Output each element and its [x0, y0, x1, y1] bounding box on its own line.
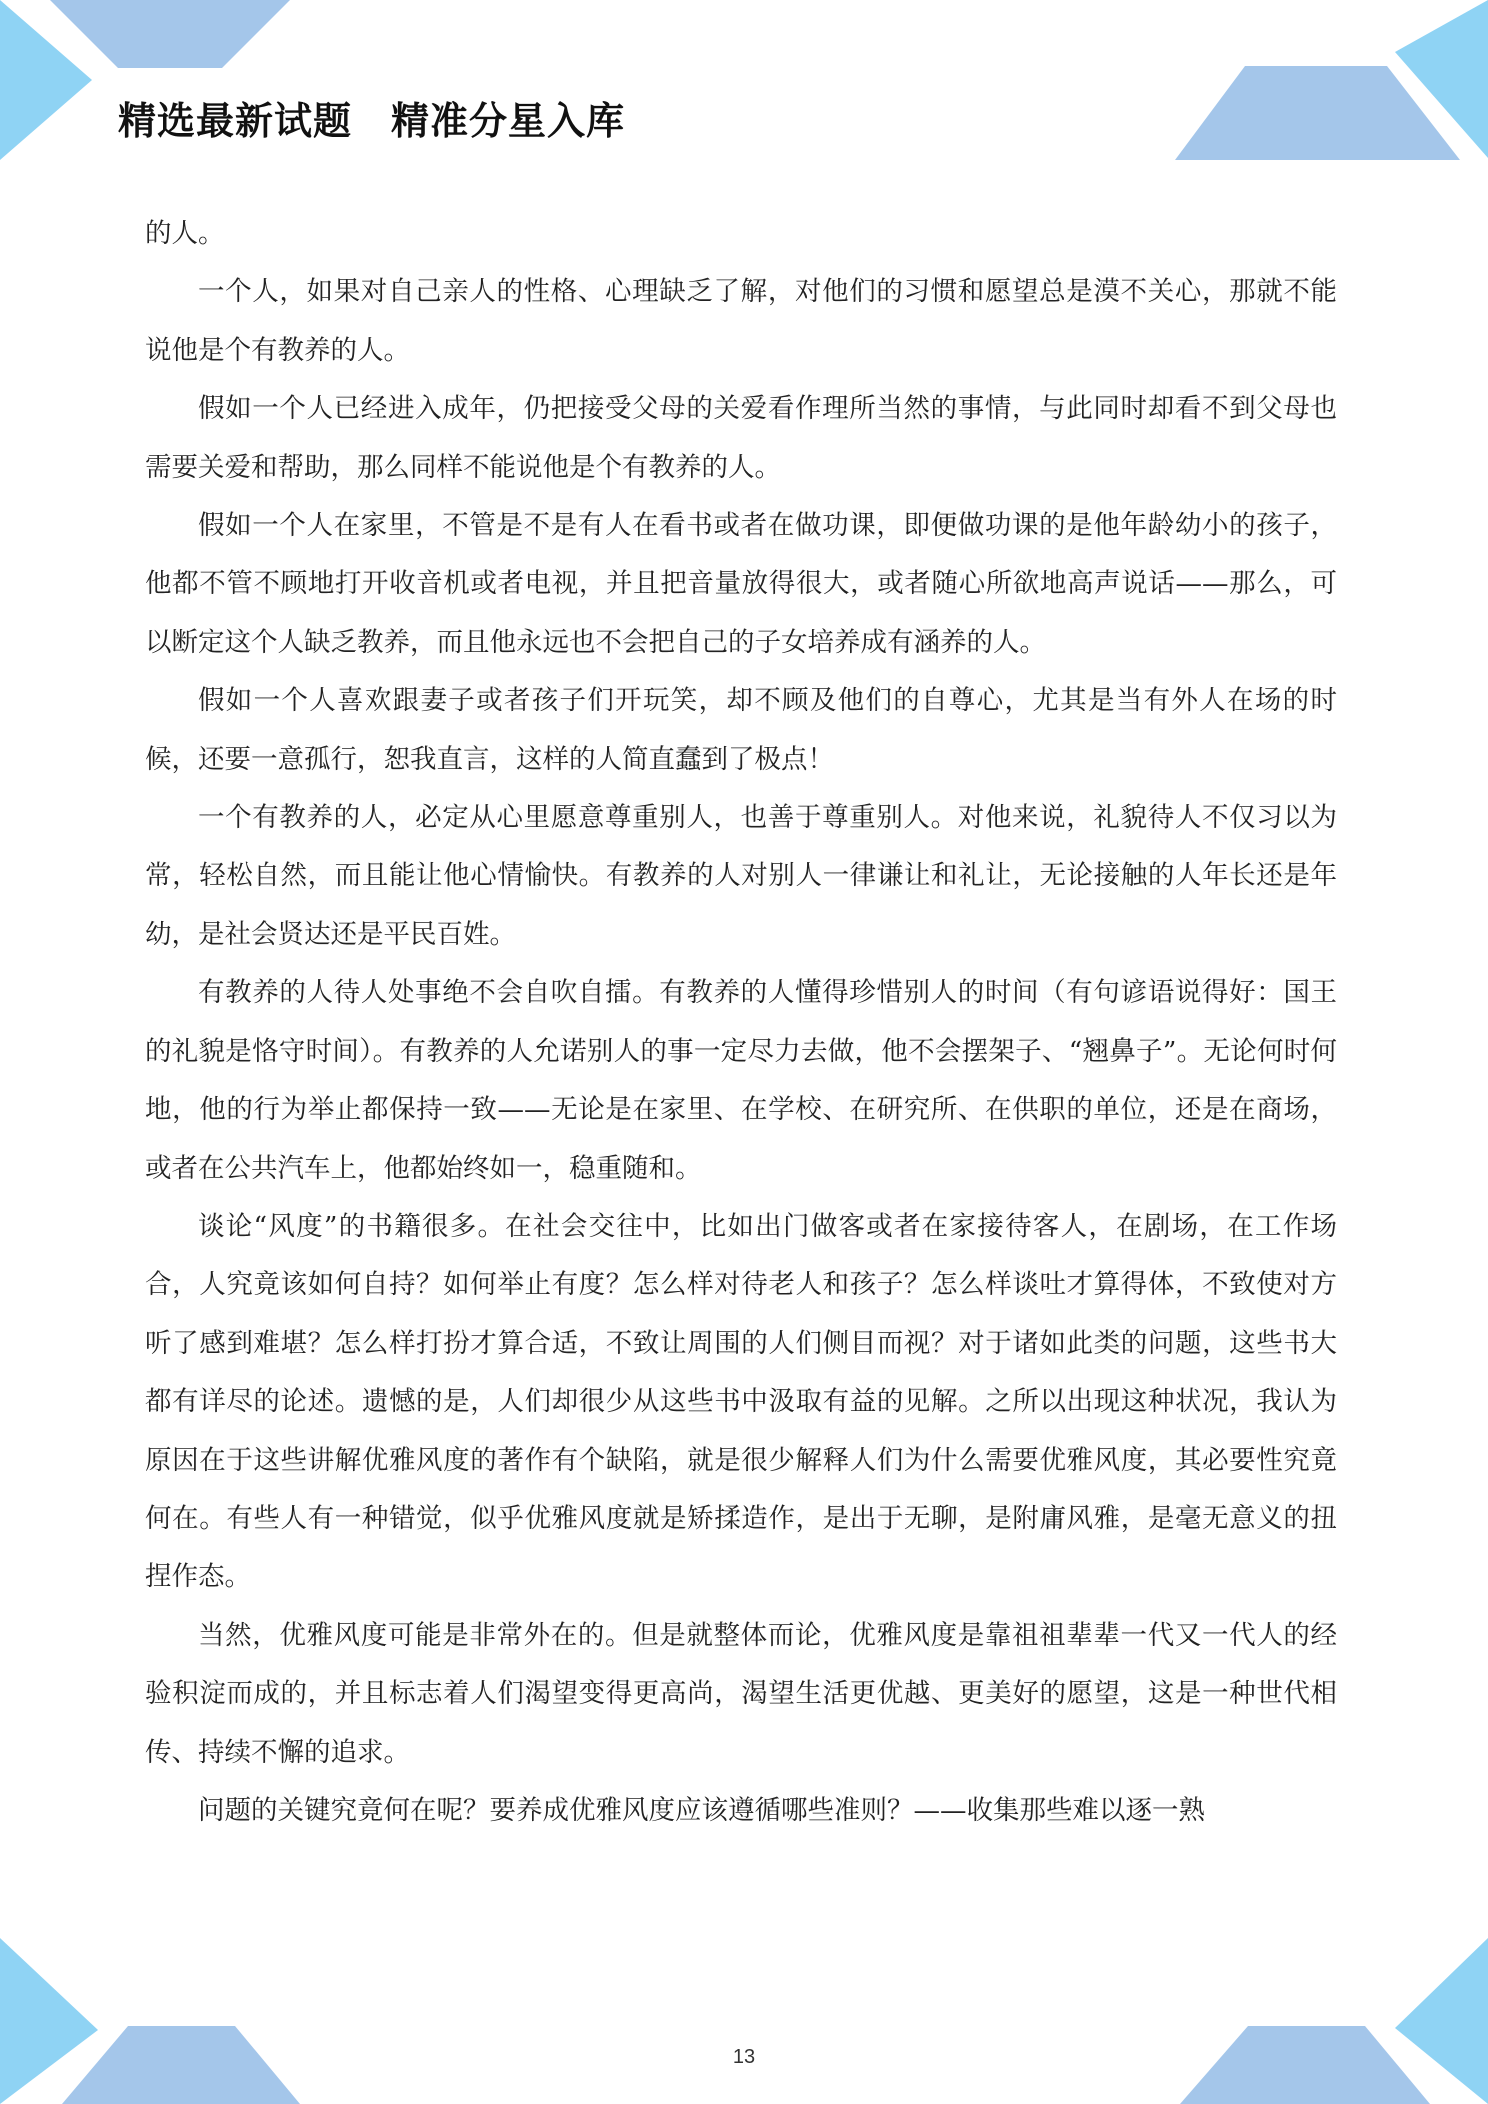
paragraph: 一个人，如果对自己亲人的性格、心理缺乏了解，对他们的习惯和愿望总是漠不关心，那就不能说他是个有教养的人。 [145, 276, 1337, 366]
paragraph: 有教养的人待人处事绝不会自吹自擂。有教养的人懂得珍惜别人的时间（有句谚语说得好：国王的礼貌是恪守时间）。有教养的人允诺别人的事一定尽力去做，他不会摆架子、“翘鼻子”。无论何时何地，他的行为举止都保持一致——无论是在家里、在学校、在研究所、在供职的单位，还是在商场，或者在公共汽车上，他都始终如一，稳重随和。 [145, 977, 1337, 1184]
corner-decoration-top-left-trapezoid [50, 0, 290, 68]
paragraph: 假如一个人喜欢跟妻子或者孩子们开玩笑，却不顾及他们的自尊心，尤其是当有外人在场的时候，还要一意孤行，恕我直言，这样的人简直蠢到了极点！ [145, 685, 1337, 775]
paragraph: 的人。 [145, 218, 225, 249]
paragraph: 谈论“风度”的书籍很多。在社会交往中，比如出门做客或者在家接待客人，在剧场，在工作场合，人究竟该如何自持？如何举止有度？怎么样对待老人和孩子？怎么样谈吐才算得体，不致使对方听了感到难堪？怎么样打扮才算合适，不致让周围的人们侧目而视？对于诸如此类的问题，这些书大都有详尽的论述。遗憾的是，人们却很少从这些书中汲取有益的见解。之所以出现这种状况，我认为原因在于这些讲解优雅风度的著作有个缺陷，就是很少解释人们为什么需要优雅风度，其必要性究竟何在。有些人有一种错觉，似乎优雅风度就是矫揉造作，是出于无聊，是附庸风雅，是毫无意义的扭捏作态。 [145, 1210, 1337, 1593]
paragraph: 假如一个人在家里，不管是不是有人在看书或者在做功课，即便做功课的是他年龄幼小的孩子，他都不管不顾地打开收音机或者电视，并且把音量放得很大，或者随心所欲地高声说话——那么，可以断定这个人缺乏教养，而且他永远也不会把自己的子女培养成有涵养的人。 [145, 510, 1337, 658]
corner-decoration-top-right-trapezoid [1175, 66, 1460, 160]
paragraph: 一个有教养的人，必定从心里愿意尊重别人，也善于尊重别人。对他来说，礼貌待人不仅习以为常，轻松自然，而且能让他心情愉快。有教养的人对别人一律谦让和礼让，无论接触的人年长还是年幼，是社会贤达还是平民百姓。 [145, 802, 1337, 950]
paragraph: 当然，优雅风度可能是非常外在的。但是就整体而论，优雅风度是靠祖祖辈辈一代又一代人的经验积淀而成的，并且标志着人们渴望变得更高尚，渴望生活更优越、更美好的愿望，这是一种世代相传、持续不懈的追求。 [145, 1619, 1337, 1768]
paragraph: 问题的关键究竟何在呢？要养成优雅风度应该遵循哪些准则？——收集那些难以逐一熟 [198, 1794, 1205, 1826]
header-title: 精选最新试题 精准分星入库 [118, 99, 626, 143]
page-number: 13 [732, 2046, 756, 2068]
article-body [145, 205, 1337, 1840]
paragraph: 假如一个人已经进入成年，仍把接受父母的关爱看作理所当然的事情，与此同时却看不到父母也需要关爱和帮助，那么同样不能说他是个有教养的人。 [145, 393, 1337, 483]
